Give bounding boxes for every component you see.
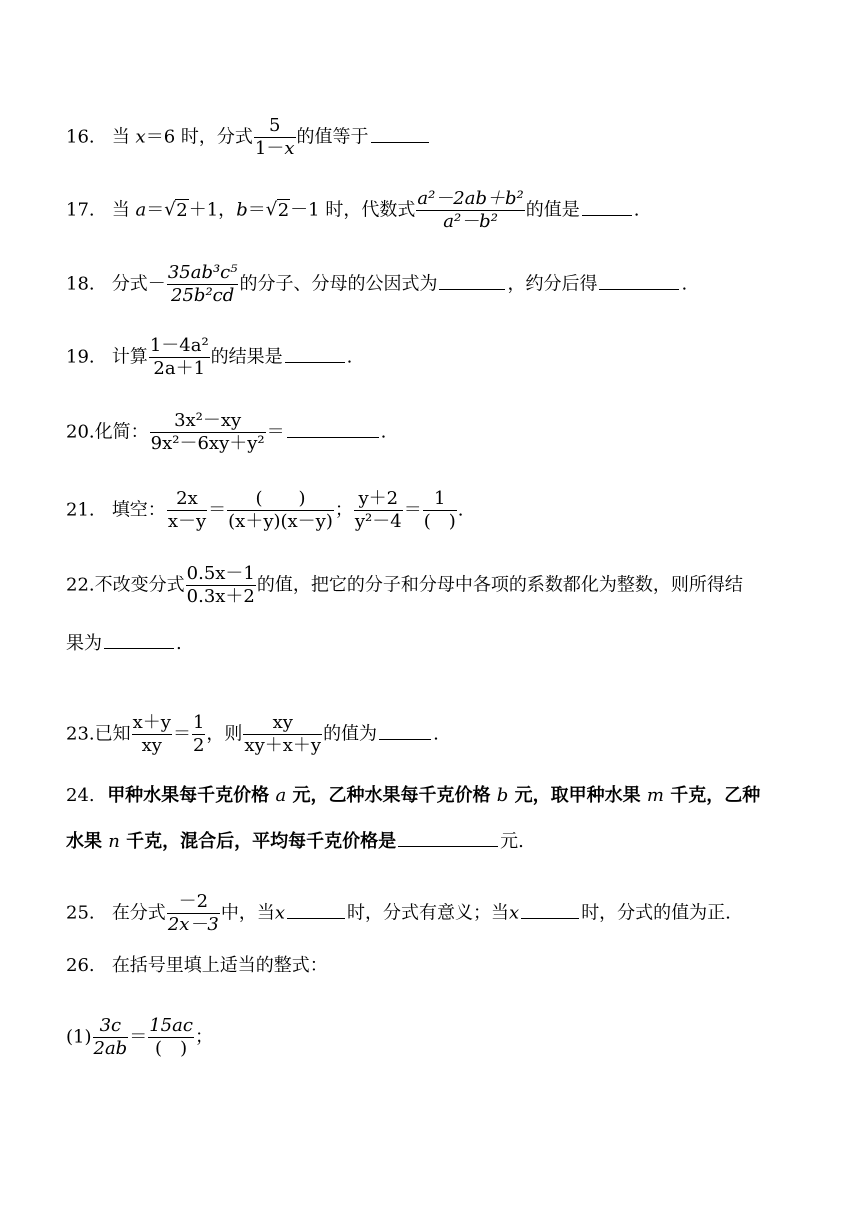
answer-blank[interactable] — [521, 917, 579, 919]
fraction: $\frac{\text{3x²－xy}}{\text{9x²－6xy＋y²}}$ — [150, 410, 265, 454]
answer-blank[interactable] — [379, 738, 431, 740]
question-26: 26. 在括号里填上适当的整式： — [66, 955, 328, 976]
fraction-with-blank[interactable]: 1 ( ) — [423, 488, 456, 532]
fraction-with-blank[interactable]: 15ac ( ) — [149, 1015, 193, 1059]
answer-blank[interactable] — [287, 917, 345, 919]
question-22: 22.不改变分式 $\frac{0.5x-1}{0.3x+2}$ 的值，把它的分子和分母中各项的系数都化为整数，则所得结 — [66, 563, 743, 607]
fraction: $\frac{\text{a²－2ab＋b²}}{\text{a²－b²}}$ — [417, 188, 524, 232]
question-24: 24. 甲种水果每千克价格 a 元，乙种水果每千克价格 b 元，取甲种水果 m 千克，乙种 — [66, 785, 761, 806]
answer-blank[interactable] — [287, 436, 379, 438]
fraction: $\frac{\text{1－4a²}}{2a+1}$ — [149, 335, 209, 379]
fraction: $\frac{xy}{xy+x+y}$ — [244, 712, 322, 756]
answer-blank[interactable] — [398, 845, 498, 847]
sqrt-symbol: √ 2 — [164, 198, 188, 224]
fraction: $\frac{0.5x-1}{0.3x+2}$ — [186, 563, 255, 607]
question-17: 17. 当 a＝√ 2＋1，b＝√ 2－1 时，代数式 $\frac{\text{a²－2ab＋b²}}{\text{a²－b²}}$ 的值是 . — [66, 188, 640, 233]
question-18: 18. 分式－ $\frac{\text{35ab³c⁵}}{\text{25b²cd}}$ 的分子、分母的公因式为 ，约分后得 . — [66, 262, 688, 306]
answer-blank[interactable] — [104, 647, 174, 649]
answer-blank[interactable] — [371, 141, 429, 143]
question-19: 19. 计算 $\frac{\text{1－4a²}}{2a+1}$ 的结果是 . — [66, 335, 353, 379]
answer-blank[interactable] — [582, 214, 632, 216]
fraction: $\frac{-2}{2x-3}$ — [167, 891, 219, 935]
question-20: 20.化简： $\frac{\text{3x²－xy}}{\text{9x²－6xy＋y²}}$ ＝ . — [66, 410, 387, 454]
question-25: 25. 在分式 $\frac{-2}{2x-3}$ 中，当x 时，分式有意义；当x 时，分式的值为正. — [66, 891, 731, 935]
fraction: $\frac{1}{2}$ — [192, 712, 205, 756]
answer-blank[interactable] — [599, 288, 679, 290]
question-21: 21. 填空： $\frac{2x}{x-y}$ ＝ ( ) (x＋y)(x－y) ； $\frac{y+2}{\text{y²－4}}$ ＝ 1 ( ) . — [66, 488, 464, 532]
fraction: $\frac{5}{1-x}$ — [254, 115, 295, 159]
question-22-cont: 果为 . — [66, 633, 182, 654]
fraction-with-blank[interactable]: ( ) (x＋y)(x－y) — [228, 488, 333, 532]
answer-blank[interactable] — [285, 361, 345, 363]
question-26-part-1: (1) $\frac{3c}{2ab}$ ＝ 15ac ( ) ； — [66, 1015, 213, 1059]
fraction: $\frac{\text{35ab³c⁵}}{\text{25b²cd}}$ — [167, 262, 238, 306]
answer-blank[interactable] — [439, 288, 505, 290]
fraction: $\frac{2x}{x-y}$ — [167, 488, 207, 532]
fraction: $\frac{x+y}{xy}$ — [132, 712, 171, 756]
fraction: $\frac{y+2}{\text{y²－4}}$ — [354, 488, 402, 532]
question-23: 23.已知 $\frac{x+y}{xy}$ ＝ $\frac{1}{2}$ ，则 $\frac{xy}{xy+x+y}$ 的值为 . — [66, 712, 439, 756]
fraction: $\frac{3c}{2ab}$ — [93, 1015, 128, 1059]
sqrt-symbol: √ 2 — [266, 198, 290, 224]
question-24-cont: 水果 n 千克，混合后，平均每千克价格是 元. — [66, 831, 524, 852]
question-16: 16. 当 x＝6 时，分式 $\frac{5}{1-x}$ 的值等于 — [66, 115, 431, 160]
